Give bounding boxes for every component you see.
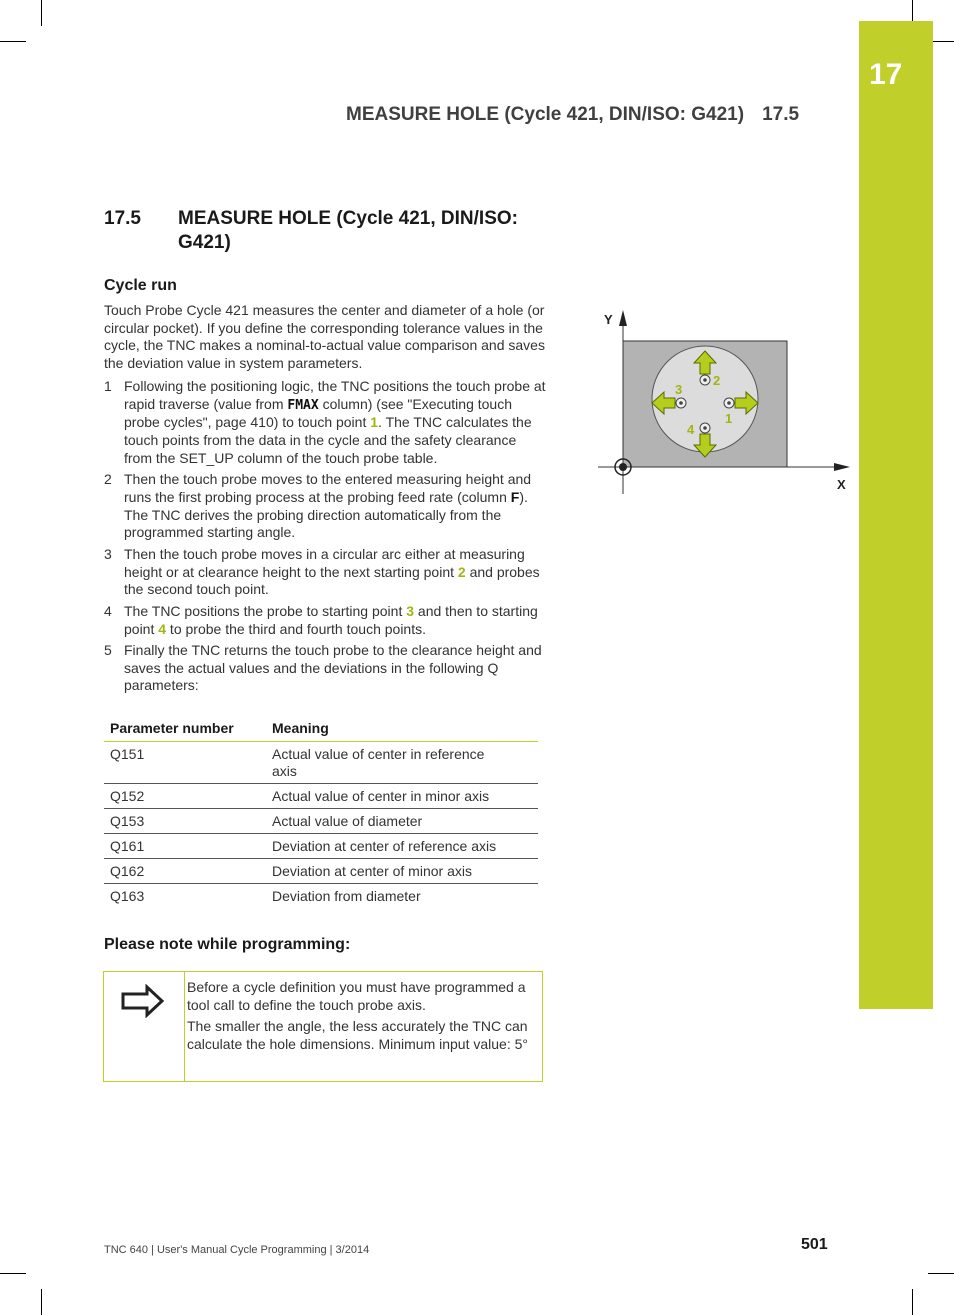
crop-mark bbox=[41, 0, 42, 26]
note-heading: Please note while programming: bbox=[104, 936, 351, 953]
page-number: 501 bbox=[801, 1236, 828, 1253]
section-title-text: MEASURE HOLE (Cycle 421, DIN/ISO: G421) bbox=[178, 208, 518, 253]
cycle-steps bbox=[104, 378, 546, 699]
table-row: Q161 Deviation at center of reference axis bbox=[104, 834, 538, 859]
crop-mark bbox=[928, 1273, 954, 1274]
x-axis-arrow-icon bbox=[834, 463, 850, 471]
list-item: 2 Then the touch probe moves to the entered measuring height and runs the first probing process at the probing feed rate (column F). The TNC derives the probing direction automatically from the programmed starting angle. bbox=[104, 471, 532, 541]
list-item: 5 Finally the TNC returns the touch probe to the clearance height and saves the actual values and the deviations in the following Q parameters: bbox=[104, 642, 542, 694]
note-paragraph: The smaller the angle, the less accurately the TNC can calculate the hole dimensions. Minimum input value: 5° bbox=[187, 1018, 528, 1053]
table-row: Q162 Deviation at center of minor axis bbox=[104, 859, 538, 884]
table-row: Q163 Deviation from diameter bbox=[110, 888, 421, 904]
list-item: 1 Following the positioning logic, the TNC positions the touch probe at rapid traverse (value from FMAX column) (see "Executing touch probe cycles", page 410) to touch point 1. The TNC calculates the touch points from the data in the cycle and the safety clearance from the SET_UP column of the touch probe table. bbox=[104, 378, 546, 466]
col-header: Parameter number bbox=[104, 717, 266, 742]
col-header: Meaning bbox=[266, 717, 538, 742]
list-item: 3 Then the touch probe moves in a circular arc either at measuring height or at clearance height to the next starting point 2 and probes the second touch point. bbox=[104, 545, 540, 598]
cycle-run-intro: Touch Probe Cycle 421 measures the center and diameter of a hole (or circular pocket). If you define the corresponding tolerance values in the cycle, the TNC makes a nominal-to-actual value comparison and saves the deviation value in system parameters. bbox=[104, 302, 545, 372]
note-divider bbox=[184, 972, 185, 1081]
point-label-1: 1 bbox=[725, 411, 733, 426]
note-paragraph: Before a cycle definition you must have programmed a tool call to define the touch probe axis. bbox=[187, 979, 526, 1013]
table-header-row bbox=[104, 717, 538, 742]
crop-mark bbox=[41, 1289, 42, 1315]
chapter-tab bbox=[859, 21, 933, 1009]
crop-mark bbox=[912, 1289, 913, 1315]
running-head bbox=[346, 104, 799, 126]
fmax-code: FMAX bbox=[287, 397, 319, 413]
y-axis-label: Y bbox=[604, 312, 613, 327]
x-axis-label: X bbox=[837, 477, 846, 492]
table-row: Q152 Actual value of center in minor axis bbox=[104, 784, 538, 809]
probing-diagram bbox=[598, 308, 854, 498]
section-number: 17.5 bbox=[104, 208, 141, 229]
q-parameter-table bbox=[104, 717, 538, 908]
chapter-number: 17 bbox=[869, 58, 903, 91]
running-head-title: MEASURE HOLE (Cycle 421, DIN/ISO: G421) bbox=[346, 104, 745, 125]
table-row: Q153 Actual value of diameter bbox=[104, 809, 538, 834]
point-label-3: 3 bbox=[675, 382, 683, 397]
table-row: Q151 Actual value of center in reference axis bbox=[104, 742, 538, 784]
point-label-4: 4 bbox=[687, 422, 695, 437]
y-axis-arrow-icon bbox=[619, 310, 627, 326]
list-item: 4 The TNC positions the probe to starting point 3 and then to starting point 4 to probe the third and fourth touch points. bbox=[104, 602, 538, 637]
crop-mark bbox=[0, 1273, 26, 1274]
note-box bbox=[103, 971, 543, 1082]
cycle-run-heading: Cycle run bbox=[104, 277, 177, 294]
note-text bbox=[187, 979, 535, 1058]
footer-text: TNC 640 | User's Manual Cycle Programming | 3/2014 bbox=[104, 1244, 370, 1256]
arrow-right-icon bbox=[120, 984, 166, 1018]
running-head-section: 17.5 bbox=[762, 104, 800, 125]
crop-mark bbox=[0, 41, 26, 42]
point-label-2: 2 bbox=[713, 373, 721, 388]
